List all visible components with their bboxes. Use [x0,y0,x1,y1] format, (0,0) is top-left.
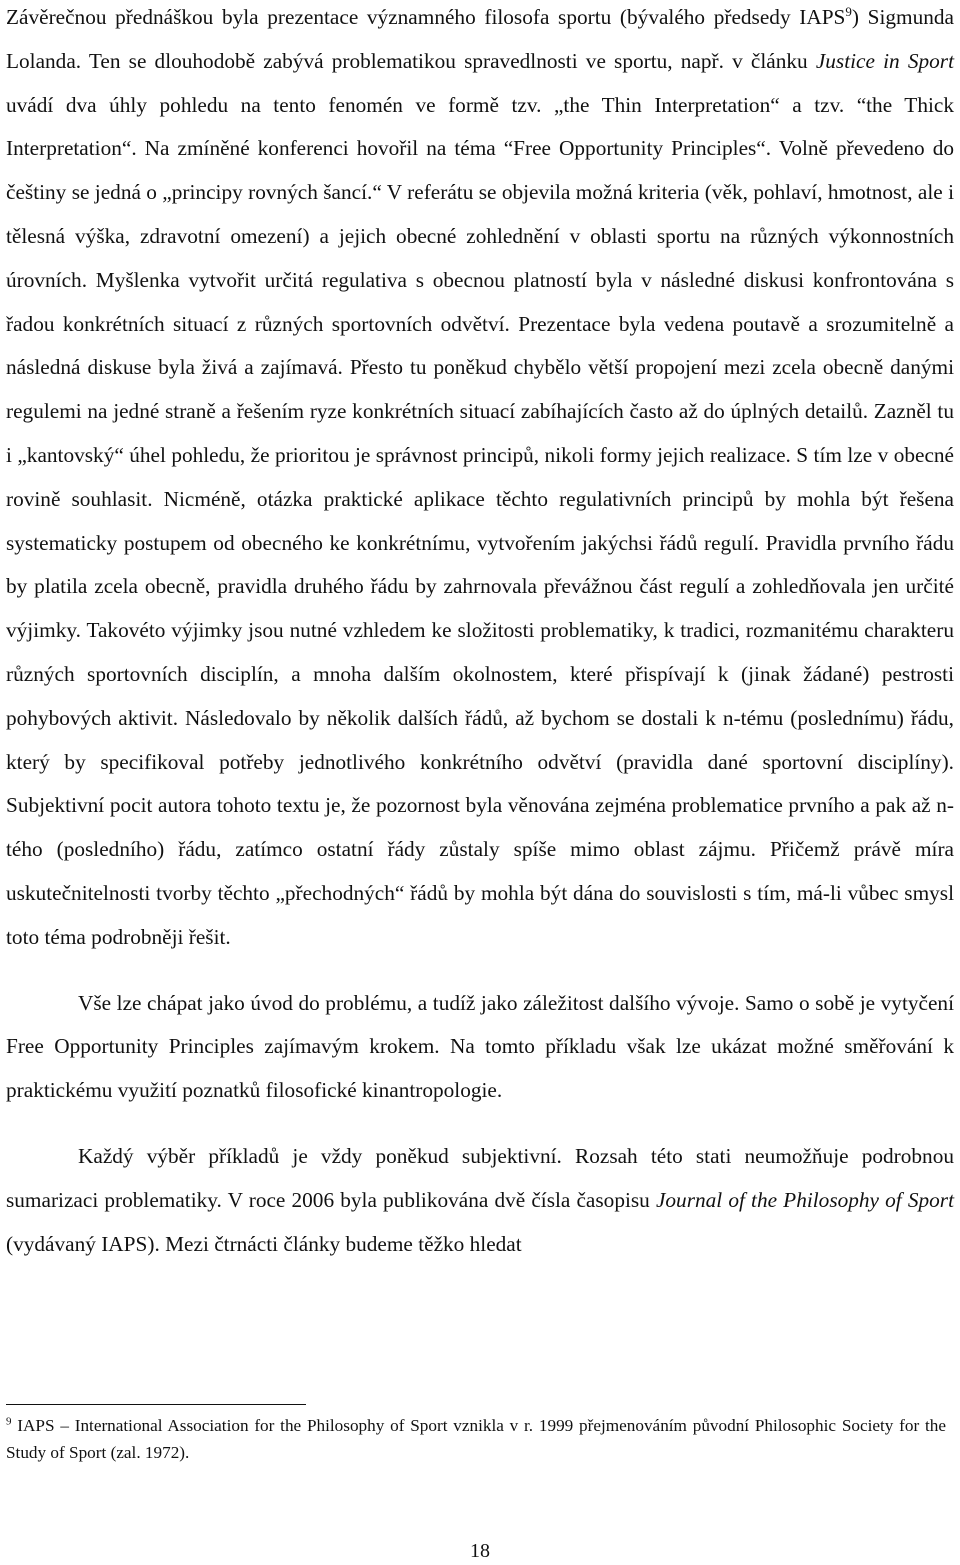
paragraph-loland-lecture [6,0,954,960]
footnote-reference: 9 [845,3,852,19]
journal-title: Journal of the Philosophy of Sport [655,1187,954,1212]
paragraph-introduction: Vše lze chápat jako úvod do problému, a tudíž jako záležitost dalšího vývoje. Samo o sobě je vytyčení Free Opportunity Principles zajímavým krokem. Na tomto příkladu však lze ukázat možné směřování k praktickému využití poznatků filosofické kinantropologie. [6,990,954,1103]
page-number: 18 [470,1540,490,1562]
text-run: ) Sigmunda Lolanda. Ten se dlouhodobě zabývá problematikou spravedlnosti ve sportu, např. v článku [6,5,955,73]
document-body [6,0,954,1266]
text-run: Závěrečnou přednáškou byla prezentace významného filosofa sportu (bývalého předsedy IAPS [6,5,846,29]
paragraph-examples [6,1135,954,1266]
footnote [6,1412,946,1466]
text-run: (vydávaný IAPS). Mezi čtrnácti články budeme těžko hledat [6,1231,522,1256]
footnote-text: IAPS – International Association for the Philosophy of Sport vznikla v r. 1999 přejmenováním původní Philosophic Society for the Study of Sport (zal. 1972). [6,1416,946,1462]
footnote-marker: 9 [6,1415,12,1428]
text-run: Každý výběr příkladů je vždy poněkud subjektivní. Rozsah této stati neumožňuje podrobnou sumarizaci problematiky. V roce 2006 byla publikována dvě čísla časopisu [6,1143,954,1212]
footnote-separator [6,1404,306,1405]
text-run: uvádí dva úhly pohledu na tento fenomén ve formě tzv. „the Thin Interpretation“ a tzv. “the Thick Interpretation“. Na zmíněné konferenci hovořil na téma “Free Opportunity Principles“. Volně převedeno do češtiny se jedná o „principy rovných šancí.“ V referátu se objevila možná kriteria (věk, pohlaví, hmotnost, ale i tělesná výška, zdravotní omezení) a jejich obecné zohlednění v oblasti sportu na různých výkonnostních úrovních. Myšlenka vytvořit určitá regulativa s obecnou platností byla v následné diskusi konfrontována s řadou konkrétních situací z různých sportovních odvětví. Prezentace byla vedena poutavě a srozumitelně a následná diskuse byla živá a zajímavá. Přesto tu poněkud chybělo větší propojení mezi zcela obecně danými regulemi na jedné straně a řešením ryze konkrétních situací zabíhajících často až do úplných detailů. Zazněl tu i „kantovský“ úhel pohledu, že prioritou je správnost principů, nikoli formy jejich realizace. S tím lze v obecné rovině souhlasit. Nicméně, otázka praktické aplikace těchto regulativních principů by mohla být řešena systematicky postupem od obecného ke konkrétnímu, vytvořením jakýchsi řádů regulí. Pravidla prvního řádu by platila zcela obecně, pravidla druhého řádu by zahrnovala převážnou část regulí a zohledňovala jen určité výjimky. Takovéto výjimky jsou nutné vzhledem ke složitosti problematiky, k tradici, rozmanitému charakteru různých sportovních disciplín, a mnoha dalším okolnostem, které přispívají k (jinak žádané) pestrosti pohybových aktivit. Následovalo by několik dalších řádů, až bychom se dostali k n-tému (poslednímu) řádu, který by specifikoval potřeby jednotlivého konkrétního odvětví (pravidla dané sportovní disciplíny). Subjektivní pocit autora tohoto textu je, že pozornost byla věnována zejména problematice prvního a pak až n-tého (posledního) řádu, zatímco ostatní řády zůstaly spíše mimo oblast zájmu. Přičemž právě míra uskutečnitelnosti tvorby těchto „přechodných“ řádů by mohla být dána do souvislosti s tím, má-li vůbec smysl toto téma podrobněji řešit. [6,92,954,949]
article-title: Justice in Sport [815,48,954,73]
